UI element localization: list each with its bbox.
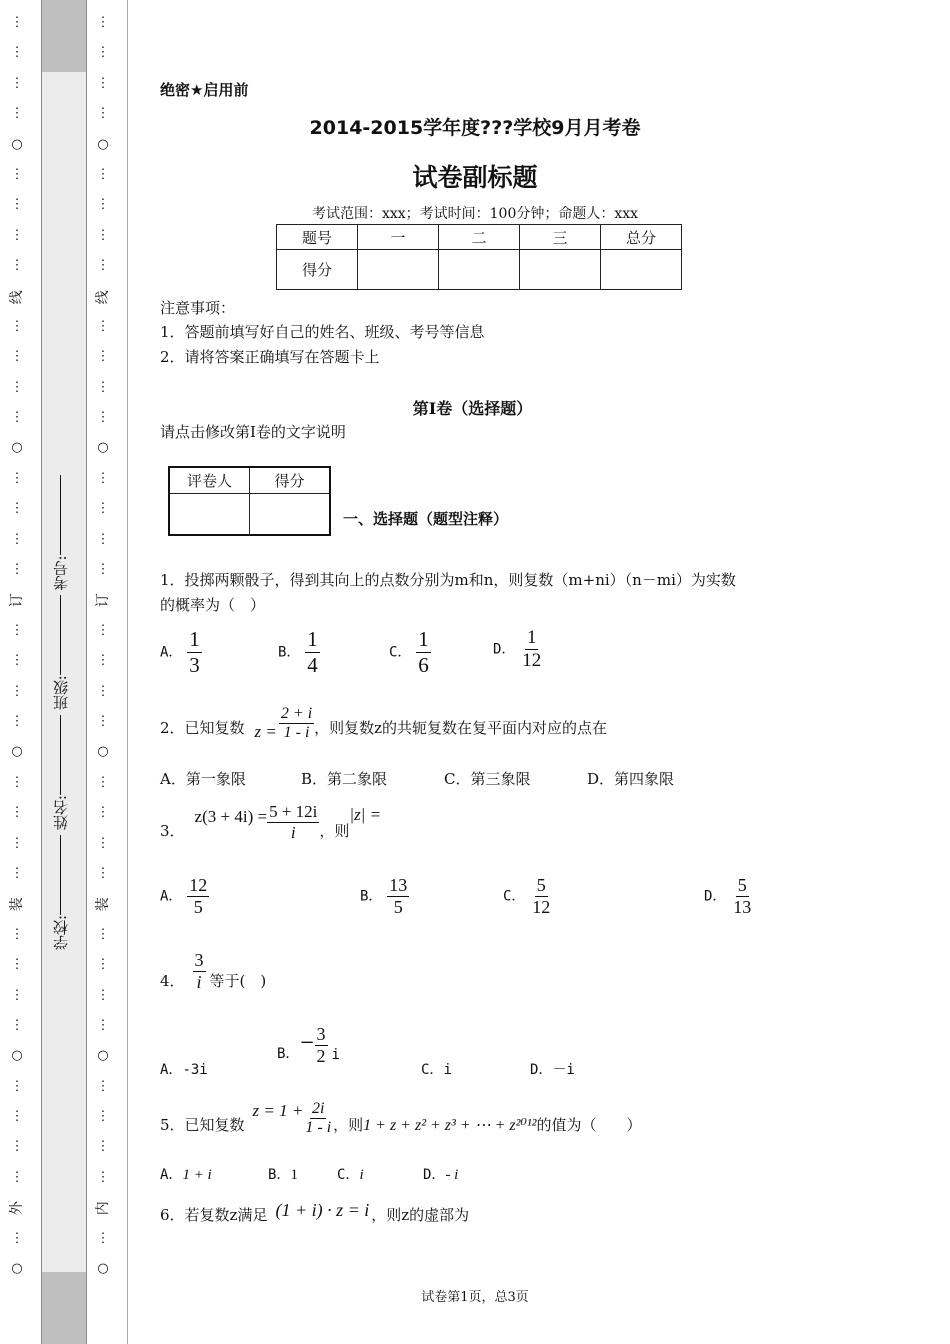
q3-stem [160,802,381,843]
dot-mark: ⋮ [10,1169,24,1185]
dot-mark: ⋮ [96,410,110,426]
dot-mark: ⋮ [96,1017,110,1033]
q2-suffix: ，则复数z的共轭复数在复平面内对应的点在 [314,719,608,737]
q2-option-c[interactable]: C．第三象限 [444,770,531,788]
circle-mark: ○ [97,440,109,456]
q4-option-c[interactable]: C．i [421,1062,452,1078]
dot-mark: ⋮ [10,865,24,881]
grader-header: 评卷人 [169,467,250,493]
dot-mark: ⋮ [10,106,24,122]
q3-option-a[interactable] [160,875,209,918]
q6-stem [160,1200,469,1227]
score-header-cell: 总分 [601,225,682,250]
q5-option-b[interactable]: B．1 [268,1167,298,1183]
circle-mark: ○ [97,744,109,760]
q1-text: 的概率为（ ） [160,596,266,614]
dot-mark: ⋮ [96,1169,110,1185]
fraction: $\frac{5}{13}$ [733,875,752,917]
circle-mark: ○ [97,1048,109,1064]
q1-text: 1．投掷两颗骰子，得到其向上的点数分别为m和n，则复数（m+ni）（n－mi）为实数 [160,571,736,589]
page-footer: 试卷第1页，总3页 [421,1290,529,1305]
side-mark: 外 [8,1201,25,1216]
q6-suffix: ，则z的虚部为 [371,1206,470,1224]
q1-option-b[interactable] [278,627,320,678]
fraction: $\frac{2 + i}{1 - i}$ [280,705,313,741]
option-label: C． [389,644,412,661]
dot-mark: ⋮ [96,1109,110,1125]
q1-option-c[interactable] [389,627,431,678]
secret-mark: 绝密★启用前 [160,81,249,99]
dot-mark: ⋮ [96,865,110,881]
q5-option-d[interactable]: D．- i [423,1167,459,1183]
name-label: 姓名: [52,795,70,831]
binding-band-bottom [41,1272,86,1344]
q3-abs: |z| = [349,805,382,824]
q4-stem [160,950,266,993]
dot-mark: ⋮ [96,683,110,699]
q6-expr: (1 + i) · z = i [275,1200,370,1220]
dot-mark: ⋮ [96,987,110,1003]
dot-mark: ⋮ [10,349,24,365]
circle-mark: ○ [11,440,23,456]
q5-prefix: 5．已知复数 [160,1116,245,1134]
q2-prefix: 2．已知复数 [160,719,245,737]
score-header-cell: 一 [358,225,439,250]
zhuang-mark: 装 [94,897,111,912]
circle-mark: ○ [11,136,23,152]
q3-prefix: 3． [160,822,185,840]
dot-mark: ⋮ [96,774,110,790]
q5-z-eq: z = 1 + [252,1101,304,1120]
dot-mark: ⋮ [96,258,110,274]
class-label: 班级: [52,675,70,711]
class-blank[interactable] [61,595,62,675]
dot-mark: ⋮ [96,45,110,61]
q5-expr: 1 + z + z² + z³ + ⋯ + z²⁰¹² [363,1117,537,1134]
exam-subtitle: 试卷副标题 [412,163,538,192]
dot-mark: ⋮ [10,470,24,486]
option-label: B． [278,644,301,661]
q4-option-a[interactable]: A．-3i [160,1062,208,1078]
dot-mark: ⋮ [10,713,24,729]
q5-stem [160,1100,641,1137]
dot-mark: ⋮ [10,1078,24,1094]
dot-mark: ⋮ [96,562,110,578]
dot-mark: ⋮ [10,805,24,821]
dot-mark: ⋮ [10,75,24,91]
student-info-fields [50,390,71,950]
exam-no-blank[interactable] [61,475,62,555]
exam-info: 考试范围：xxx；考试时间：100分钟；命题人：xxx [311,206,639,222]
q6-prefix: 6．若复数z满足 [160,1206,268,1224]
dot-mark: ⋮ [96,957,110,973]
binding-line-right [127,0,128,1344]
q4-prefix: 4． [160,972,185,990]
dot-mark: ⋮ [10,653,24,669]
q3-mid: ，则 [319,822,350,840]
exam-title: 2014-2015学年度???学校9月月考卷 [309,117,641,139]
dot-mark: ⋮ [10,987,24,1003]
dot-mark: ⋮ [10,622,24,638]
option-label: D． [704,888,727,905]
fraction: $\frac{2i}{1 - i}$ [305,1100,332,1136]
dot-mark: ⋮ [96,106,110,122]
name-blank[interactable] [61,715,62,795]
dot-mark: ⋮ [96,15,110,30]
dot-mark: ⋮ [10,562,24,578]
circle-mark: ○ [11,744,23,760]
dot-mark: ⋮ [10,379,24,395]
dot-mark: ⋮ [96,835,110,851]
option-label: C． [503,888,526,905]
dot-mark: ⋮ [96,531,110,547]
circle-mark: ○ [11,1048,23,1064]
dot-mark: ⋮ [10,166,24,182]
fraction: $\frac{1}{12}$ [522,627,542,671]
dot-mark: ⋮ [96,470,110,486]
score-table [276,224,682,290]
option-label: B． [360,888,383,905]
binding-band-top [41,0,86,72]
option-label: D． [493,641,516,658]
dot-mark: ⋮ [96,197,110,213]
circle-mark: ○ [97,136,109,152]
dot-mark: ⋮ [10,531,24,547]
grader-header: 得分 [250,467,331,493]
dot-mark: ⋮ [10,683,24,699]
q1-option-a[interactable] [160,627,202,678]
dot-mark: ⋮ [96,379,110,395]
fraction: $\frac{5}{12}$ [532,875,551,917]
dot-mark: ⋮ [96,318,110,334]
score-header-cell: 三 [520,225,601,250]
q2-option-b[interactable]: B．第二象限 [301,770,388,788]
dot-mark: ⋮ [10,1017,24,1033]
q3-option-d[interactable] [704,875,753,918]
dot-mark: ⋮ [10,15,24,30]
fraction: $\frac{3}{2}$ [316,1024,326,1066]
dot-mark: ⋮ [10,957,24,973]
dot-mark: ⋮ [10,774,24,790]
q2-option-d[interactable]: D．第四象限 [587,770,675,788]
q1-option-d[interactable] [493,627,543,672]
score-cell[interactable] [601,250,682,290]
fraction: $\frac{3}{i}$ [194,950,204,992]
fraction: $\frac{13}{5}$ [389,875,408,917]
fraction: $\frac{5 + 12i}{i}$ [269,802,318,842]
dot-mark: ⋮ [10,1139,24,1155]
circle-mark: ○ [97,1261,109,1277]
q5-option-a[interactable]: A．1 + i [160,1167,212,1183]
dot-mark: ⋮ [10,227,24,243]
side-mark: 内 [94,1201,111,1216]
q4-option-b[interactable]: B． − $\frac{3}{2}$ i [277,1024,340,1066]
school-label: 学校: [52,914,70,950]
q4-option-d[interactable]: D．－i [530,1062,575,1078]
q5-suffix: 的值为（ ） [536,1116,642,1134]
dot-mark: ⋮ [96,227,110,243]
score-cell[interactable] [520,250,601,290]
q3-option-b[interactable] [360,875,409,918]
dot-mark: ⋮ [10,318,24,334]
section-desc: 请点击修改第I卷的文字说明 [160,423,346,441]
dot-mark: ⋮ [96,1078,110,1094]
dot-mark: ⋮ [96,1139,110,1155]
dot-mark: ⋮ [10,410,24,426]
section-title: 第I卷（选择题） [412,399,533,418]
dot-mark: ⋮ [96,653,110,669]
fraction: $\frac{12}{5}$ [189,875,208,917]
dot-mark: ⋮ [10,835,24,851]
zhuang-mark: 装 [8,897,25,912]
xian-mark: 线 [8,289,25,304]
ding-mark: 订 [8,593,25,608]
fraction: $\frac{1}{6}$ [418,627,429,677]
ding-mark: 订 [94,593,111,608]
notes-title: 注意事项： [160,299,236,317]
score-cell[interactable] [358,250,439,290]
option-label: A． [160,888,183,905]
dot-mark: ⋮ [96,1230,110,1246]
dot-mark: ⋮ [96,926,110,942]
inner-seal-column [96,8,110,1284]
option-label: A． [160,644,183,661]
q2-z-eq: z = [254,722,277,741]
part-title: 一、选择题（题型注释） [343,510,509,528]
dot-mark: ⋮ [10,501,24,517]
binding-line-left [41,0,42,1344]
dot-mark: ⋮ [96,501,110,517]
binding-line-mid [86,0,87,1344]
score-header-cell: 题号 [277,225,358,250]
grader-cell[interactable] [169,493,250,535]
dot-mark: ⋮ [10,45,24,61]
q2-option-a[interactable]: A．第一象限 [160,770,246,788]
xian-mark: 线 [94,289,111,304]
score-header-cell: 二 [439,225,520,250]
dot-mark: ⋮ [96,805,110,821]
dot-mark: ⋮ [10,1230,24,1246]
grader-table [168,466,331,536]
dot-mark: ⋮ [10,926,24,942]
outer-seal-column [10,8,24,1284]
q5-option-c[interactable]: C．i [337,1167,364,1183]
circle-mark: ○ [11,1261,23,1277]
score-cell[interactable] [439,250,520,290]
exam-no-label: 考号: [52,555,70,591]
q2-stem [160,705,607,742]
note-item: 2．请将答案正确填写在答题卡上 [160,348,380,366]
dot-mark: ⋮ [96,349,110,365]
dot-mark: ⋮ [96,75,110,91]
fraction: $\frac{1}{3}$ [189,627,200,677]
grader-cell[interactable] [250,493,331,535]
dot-mark: ⋮ [96,622,110,638]
dot-mark: ⋮ [10,258,24,274]
dot-mark: ⋮ [10,1109,24,1125]
q5-mid: ，则 [333,1116,364,1134]
school-blank[interactable] [61,835,62,915]
dot-mark: ⋮ [96,713,110,729]
q4-suffix: 等于( ) [209,972,267,990]
fraction: $\frac{1}{4}$ [307,627,318,677]
dot-mark: ⋮ [96,166,110,182]
score-row-label: 得分 [277,250,358,290]
q3-lhs: z(3 + 4i) = [194,807,268,826]
dot-mark: ⋮ [10,197,24,213]
q3-option-c[interactable] [503,875,552,918]
note-item: 1．答题前填写好自己的姓名、班级、考号等信息 [160,323,485,341]
